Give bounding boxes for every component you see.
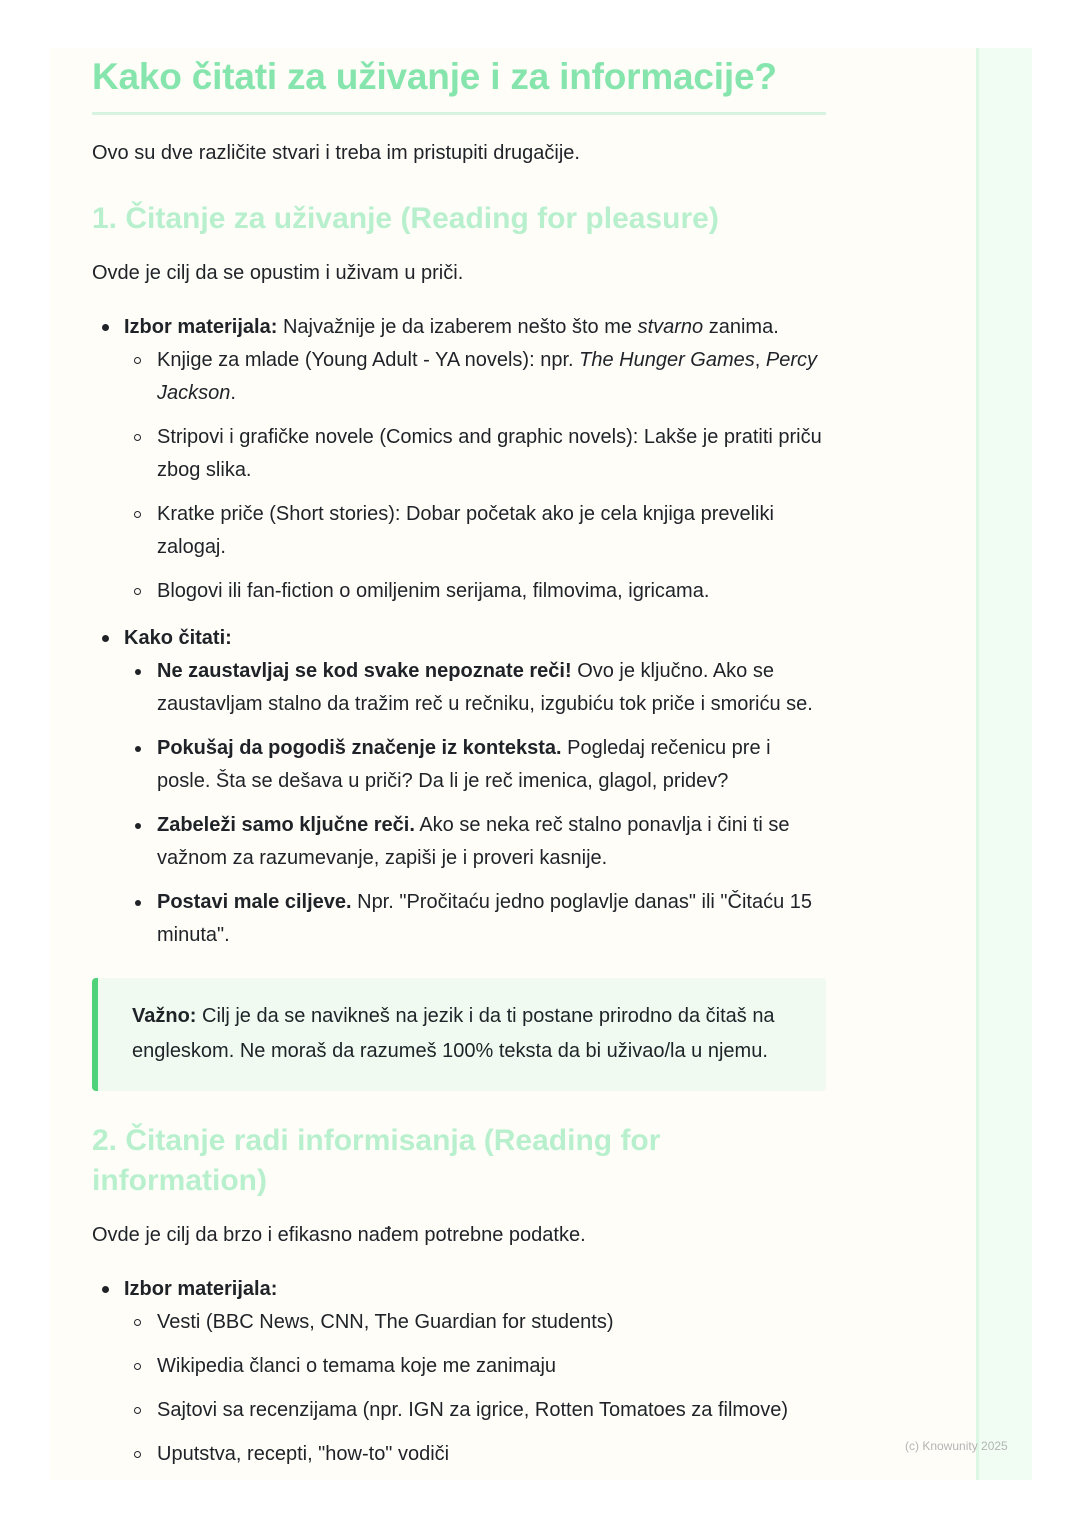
page-title: Kako čitati za uživanje i za informacije? <box>92 48 826 115</box>
list-item: Uputstva, recepti, "how-to" vodiči <box>124 1438 826 1471</box>
materials-sublist <box>124 344 826 608</box>
list-item: Blogovi ili fan-fiction o omiljenim serijama, filmovima, igricama. <box>124 575 826 608</box>
callout-label: Važno: <box>132 1005 197 1027</box>
list-item: Stripovi i grafičke novele (Comics and graphic novels): Lakše je pratiti priču zbog slika. <box>124 421 826 487</box>
book-title: The Hunger Games <box>579 349 755 371</box>
information-sublist <box>124 1306 826 1471</box>
list-item: Postavi male ciljeve. Npr. "Pročitaću jedno poglavlje danas" ili "Čitaću 15 minuta". <box>124 886 826 952</box>
list-item: Vesti (BBC News, CNN, The Guardian for students) <box>124 1306 826 1339</box>
list-item-how-to-read <box>92 622 826 952</box>
book-title: Percy Jackson <box>157 349 818 404</box>
information-list <box>92 1273 826 1471</box>
section-heading-information: 2. Čitanje radi informisanja (Reading for information) <box>92 1124 661 1197</box>
copyright-footer: (c) Knowunity 2025 <box>905 1439 1008 1453</box>
section-heading-pleasure: 1. Čitanje za uživanje (Reading for pleasure) <box>92 202 719 235</box>
document-content <box>92 48 826 1485</box>
list-item: Zabeleži samo ključne reči. Ako se neka reč stalno ponavlja i čini ti se važnom za razumevanje, zapiši je i proveri kasnije. <box>124 809 826 875</box>
list-item: Knjige za mlade (Young Adult - YA novels): npr. The Hunger Games, Percy Jackson. <box>124 344 826 410</box>
section-intro-information: Ovde je cilj da brzo i efikasno nađem potrebne podatke. <box>92 1224 586 1246</box>
materials-label: Izbor materijala: <box>124 316 278 338</box>
side-decoration-strip <box>976 48 1032 1480</box>
materials-label: Izbor materijala: <box>124 1278 278 1300</box>
list-item: Ne zaustavljaj se kod svake nepoznate reči! Ovo je ključno. Ako se zaustavljam stalno da tražim reč u rečniku, izgubiću tok priče i smoriću se. <box>124 655 826 721</box>
list-item: Pokušaj da pogodiš značenje iz konteksta. Pogledaj rečenicu pre i posle. Šta se dešava u priči? Da li je reč imenica, glagol, pridev? <box>124 732 826 798</box>
emphasis-text: stvarno <box>637 316 704 338</box>
intro-paragraph: Ovo su dve različite stvari i treba im pristupiti drugačije. <box>92 142 580 164</box>
document-page <box>50 48 976 1480</box>
how-to-label: Kako čitati: <box>124 627 232 649</box>
list-item-materials: Izbor materijala: Najvažnije je da izaberem nešto što me stvarno zanima. Knjige za mlade (Young Adult - YA novels): npr. The Hunger Games, Percy Jackson. Stripovi i grafičke novele (Comics and graphic novels): Lakše je pratiti priču zbog slika. Kratke priče (Short stories): Dobar početak ako je cela knjiga preveliki zalogaj. Blogovi ili fan-fiction o omiljenim serijama, filmovima, igricama. <box>92 311 826 608</box>
important-callout <box>92 978 826 1091</box>
how-to-sublist <box>124 655 826 952</box>
list-item: Sajtovi sa recenzijama (npr. IGN za igrice, Rotten Tomatoes za filmove) <box>124 1394 826 1427</box>
list-item: Wikipedia članci o temama koje me zanimaju <box>124 1350 826 1383</box>
list-item: Kratke priče (Short stories): Dobar početak ako je cela knjiga preveliki zalogaj. <box>124 498 826 564</box>
pleasure-list <box>92 311 826 952</box>
list-item-materials <box>92 1273 826 1471</box>
section-intro-pleasure: Ovde je cilj da se opustim i uživam u priči. <box>92 262 464 284</box>
callout-text: Cilj je da se navikneš na jezik i da ti postane prirodno da čitaš na engleskom. Ne moraš da razumeš 100% teksta da bi uživao/la u njemu. <box>132 1005 775 1062</box>
